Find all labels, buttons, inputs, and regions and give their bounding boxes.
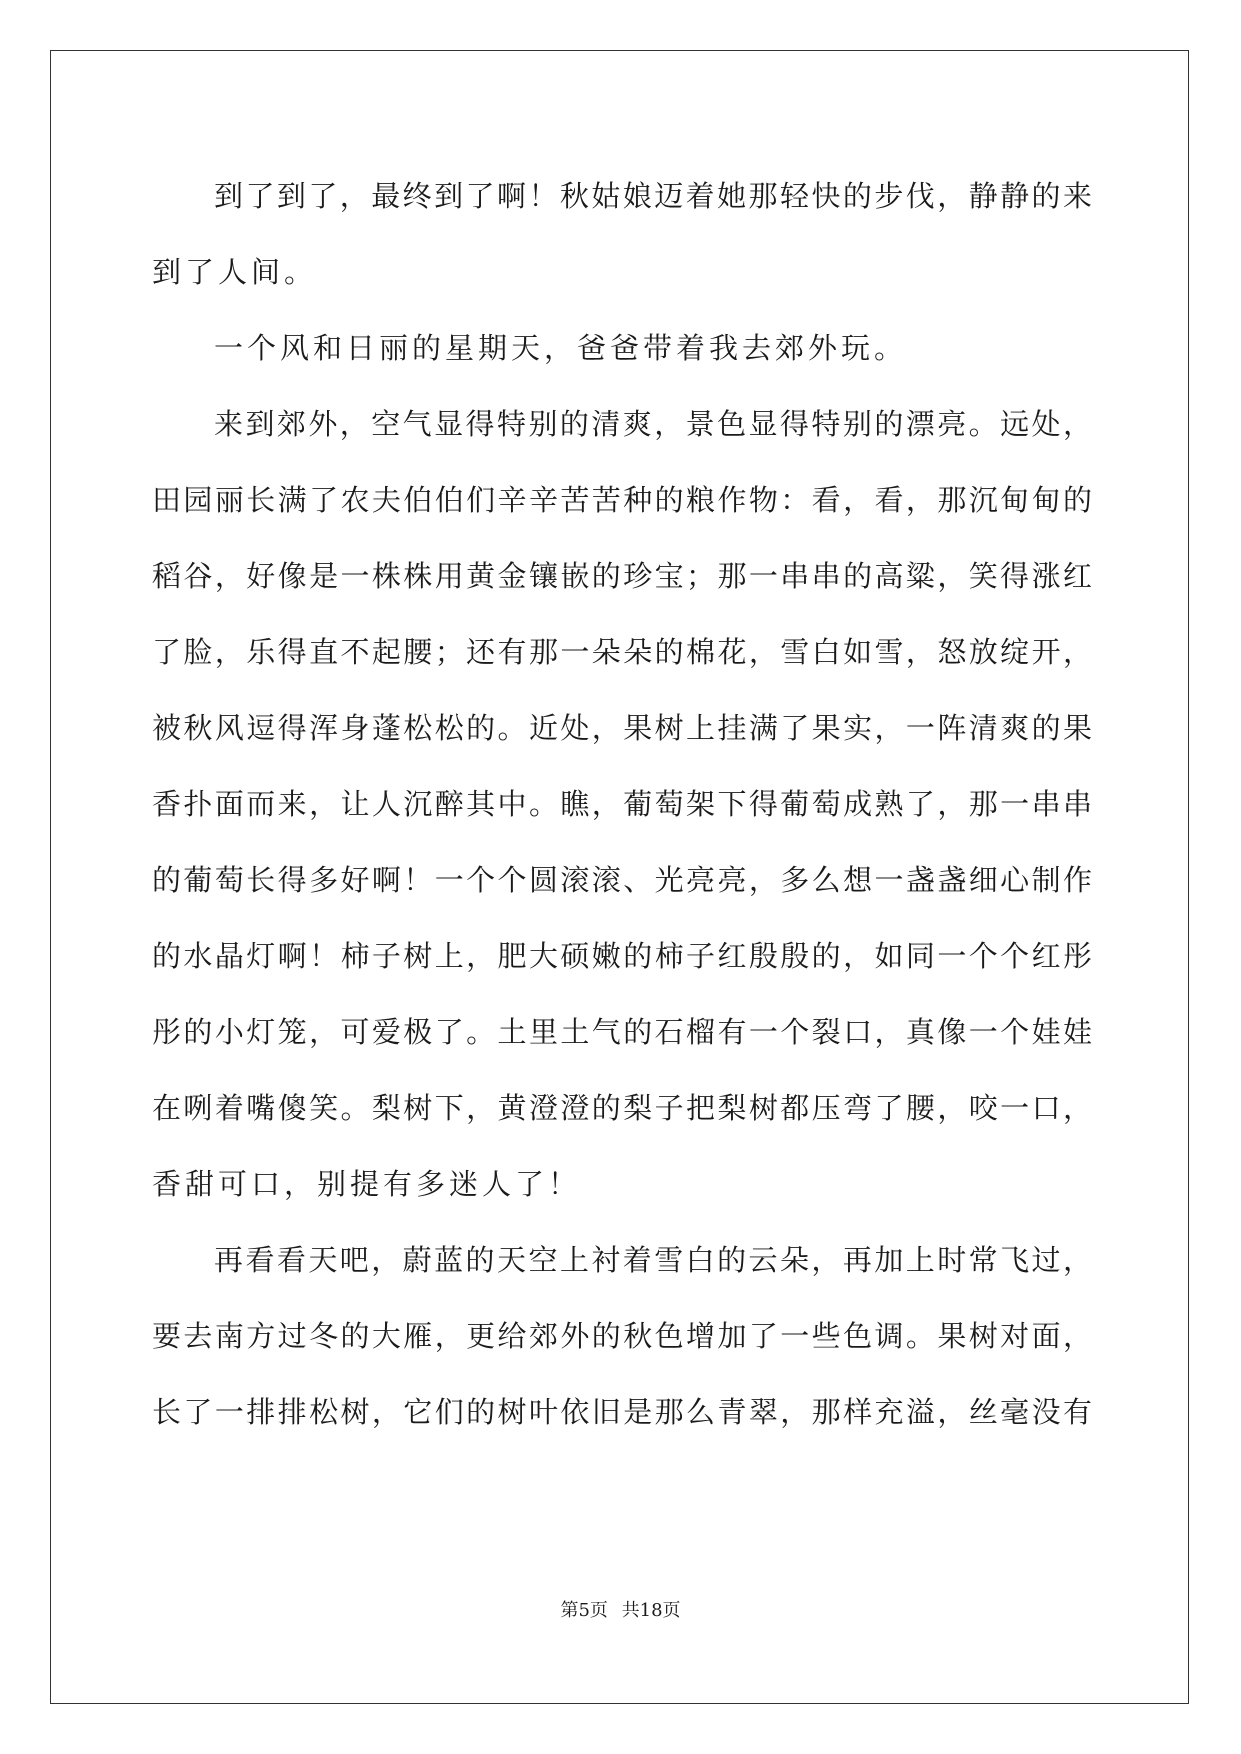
text-line: 被秋风逗得浑身蓬松松的。近处，果树上挂满了果实，一阵清爽的果	[152, 711, 1092, 745]
text-line: 的水晶灯啊！柿子树上，肥大硕嫩的柿子红殷殷的，如同一个个红彤	[152, 939, 1092, 973]
text-line: 彤的小灯笼，可爱极了。土里土气的石榴有一个裂口，真像一个娃娃	[152, 1015, 1092, 1049]
text-line: 了脸，乐得直不起腰；还有那一朵朵的棉花，雪白如雪，怒放绽开，	[152, 635, 1092, 669]
text-line: 到了人间。	[152, 255, 318, 289]
text-line: 一个风和日丽的星期天，爸爸带着我去郊外玩。	[214, 331, 908, 365]
text-line: 长了一排排松树，它们的树叶依旧是那么青翠，那样充溢，丝毫没有	[152, 1395, 1092, 1429]
page-total: 共18页	[621, 1600, 681, 1621]
text-line: 香甜可口，别提有多迷人了！	[152, 1167, 582, 1201]
page-footer	[0, 1596, 1241, 1622]
text-line: 要去南方过冬的大雁，更给郊外的秋色增加了一些色调。果树对面，	[152, 1319, 1092, 1353]
text-line: 稻谷，好像是一株株用黄金镶嵌的珍宝；那一串串的高粱，笑得涨红	[152, 559, 1092, 593]
text-line: 田园丽长满了农夫伯伯们辛辛苦苦种的粮作物：看，看，那沉甸甸的	[152, 483, 1092, 517]
text-line: 香扑面而来，让人沉醉其中。瞧，葡萄架下得葡萄成熟了，那一串串	[152, 787, 1092, 821]
text-line: 到了到了，最终到了啊！秋姑娘迈着她那轻快的步伐，静静的来	[214, 179, 1092, 213]
text-line: 再看看天吧，蔚蓝的天空上衬着雪白的云朵，再加上时常飞过，	[214, 1243, 1092, 1277]
text-line: 的葡萄长得多好啊！一个个圆滚滚、光亮亮，多么想一盏盏细心制作	[152, 863, 1092, 897]
text-line: 在咧着嘴傻笑。梨树下，黄澄澄的梨子把梨树都压弯了腰，咬一口，	[152, 1091, 1092, 1125]
text-line: 来到郊外，空气显得特别的清爽，景色显得特别的漂亮。远处，	[214, 407, 1092, 441]
page-number: 第5页	[560, 1600, 608, 1621]
document-body	[152, 158, 1092, 1450]
